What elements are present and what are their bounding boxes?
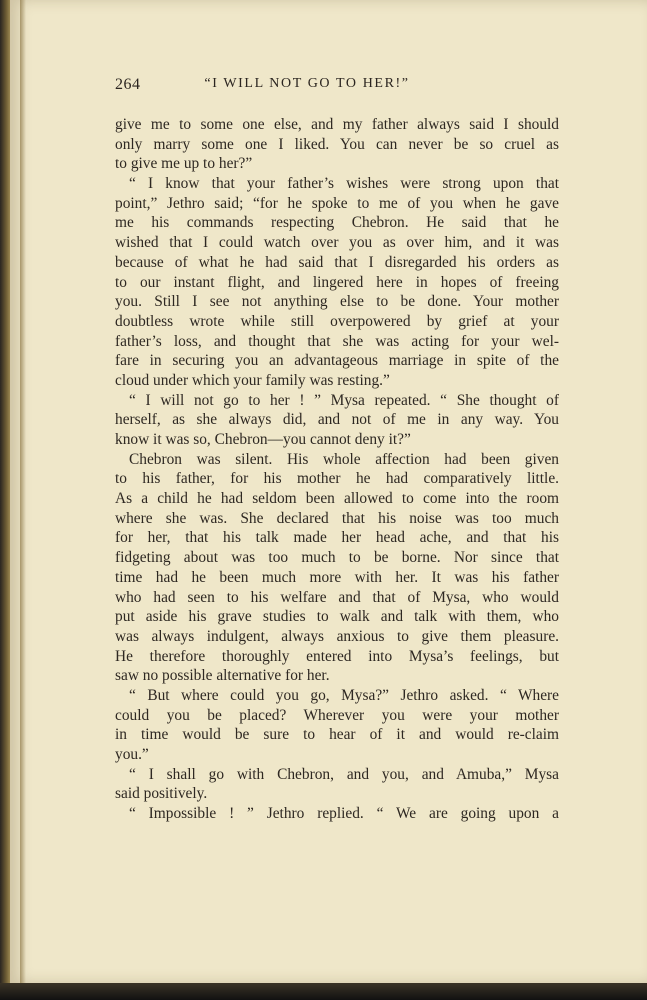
text-line: doubtless wrote while still overpowered by grief at your [115,312,559,330]
text-line: fare in securing you an advantageous marriage in spite of the [115,352,559,370]
body-text [115,115,559,824]
text-line: you. Still I see not anything else to be done. Your mother [115,293,559,311]
text-line: wished that I could watch over you as over him, and it was [115,234,559,252]
text-line: said positively. [115,785,208,803]
page-number: 264 [115,76,141,93]
text-line: “ I shall go with Chebron, and you, and Amuba,” Mysa [129,765,559,783]
text-line: As a child he had seldom been allowed to come into the room [115,490,559,508]
text-line: “ I know that your father’s wishes were strong upon that [129,175,559,193]
text-line: to give me up to her?” [115,155,253,173]
text-line: time had he been much more with her. It was his father [115,568,559,586]
page-bottom-edge [0,983,647,1000]
page-spine-shadow [20,0,26,983]
text-line: fidgeting about was too much to be borne. Nor since that [115,549,559,567]
text-line: was always indulgent, always anxious to give them pleasure. [115,627,559,645]
text-line: in time would be sure to hear of it and would re-claim [115,726,559,744]
text-line: cloud under which your family was resting.” [115,371,390,389]
text-line: herself, as she always did, and not of me in any way. You [115,411,559,429]
text-line: He therefore thoroughly entered into Mysa’s feelings, but [115,647,559,665]
text-line: give me to some one else, and my father always said I should [115,116,559,133]
chapter-running-title: “I WILL NOT GO TO HER!” [204,76,410,91]
text-line: saw no possible alternative for her. [115,667,330,685]
text-line: only marry some one I liked. You can never be so cruel as [115,135,559,153]
text-line: because of what he had said that I disregarded his orders as [115,253,559,271]
text-line: to his father, for his mother he had comparatively little. [115,470,559,488]
text-line: to our instant flight, and lingered here in hopes of freeing [115,273,559,291]
text-line: you.” [115,746,149,763]
text-line: point,” Jethro said; “for he spoke to me of you when he gave [115,194,559,212]
text-line: put aside his grave studies to walk and talk with them, who [115,608,559,626]
text-line: where she was. She declared that his noise was too much [115,509,559,527]
text-line: Chebron was silent. His whole affection had been given [129,450,559,468]
text-line: could you be placed? Wherever you were your mother [115,706,559,724]
text-line: who had seen to his welfare and that of Mysa, who would [115,588,559,606]
text-line: know it was so, Chebron—you cannot deny it?” [115,431,411,448]
running-head [115,76,559,100]
text-line: father’s loss, and thought that she was acting for your wel- [115,332,559,350]
text-line: “ I will not go to her ! ” Mysa repeated. “ She thought of [129,391,559,409]
text-line: “ Impossible ! ” Jethro replied. “ We are going upon a [129,805,559,823]
book-gutter [0,0,10,1000]
text-line: for her, that his talk made her head ache, and that his [115,529,559,547]
text-line: “ But where could you go, Mysa?” Jethro asked. “ Where [129,686,559,704]
text-line: me his commands respecting Chebron. He said that he [115,214,559,232]
